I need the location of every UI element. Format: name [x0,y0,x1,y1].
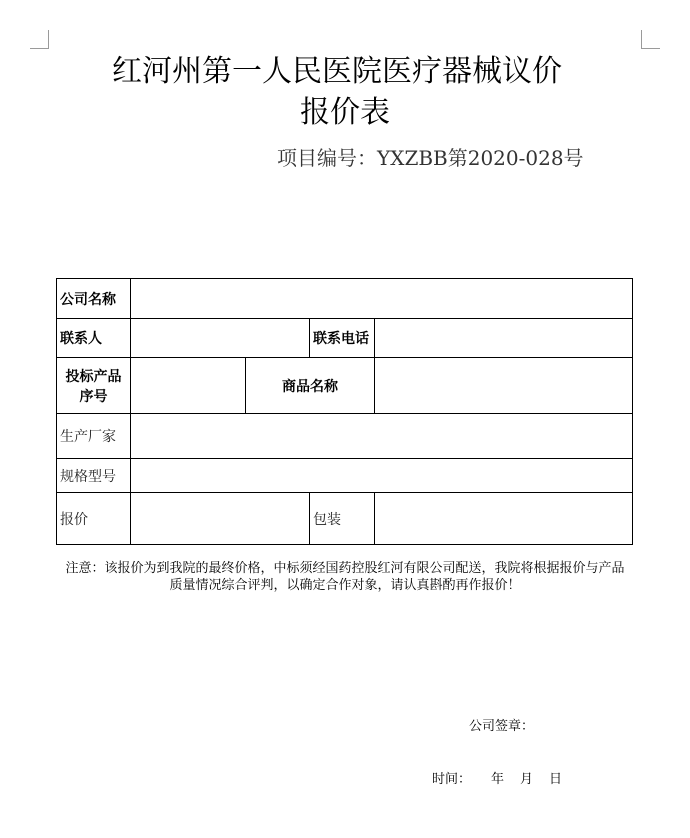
company-name-field[interactable] [131,279,633,319]
packaging-label: 包装 [310,493,375,545]
month-label: 月 [520,772,534,787]
product-name-field[interactable] [375,358,633,414]
bid-product-no-label [57,358,131,414]
bid-product-no-label-line2: 序号 [79,388,108,405]
spec-model-field[interactable] [131,459,633,493]
bid-product-no-label-line1: 投标产品 [65,368,122,385]
document-title-line2: 报价表 [300,95,390,130]
date-line [432,771,562,789]
table-row-contact [57,319,633,358]
page-corner-mark-top-right [641,30,660,49]
contact-field[interactable] [131,319,310,358]
project-number: 项目编号：YXZBB第2020-028号 [277,146,584,170]
phone-field[interactable] [375,319,633,358]
page-corner-mark-top-left [30,30,49,49]
packaging-field[interactable] [375,493,633,545]
company-seal-label: 公司签章： [469,719,535,734]
product-name-label: 商品名称 [246,358,375,414]
contact-label: 联系人 [57,319,131,358]
table-row-manufacturer [57,414,633,459]
notice-text: 注意：该报价为到我院的最终价格，中标须经国药控股红河有限公司配送，我院将根据报价与产品质量情况综合评判，以确定合作对象，请认真斟酌再作报价！ [65,561,625,593]
day-label: 日 [549,772,563,787]
year-label: 年 [491,772,505,787]
table-row-product [57,358,633,414]
document-title-line1: 红河州第一人民医院医疗器械议价 [112,54,562,89]
document-title [0,52,690,92]
time-label: 时间： [432,772,472,787]
table-row-spec [57,459,633,493]
manufacturer-label: 生产厂家 [57,414,131,459]
bid-product-no-field[interactable] [131,358,246,414]
manufacturer-field[interactable] [131,414,633,459]
price-label: 报价 [57,493,131,545]
spec-model-label: 规格型号 [57,459,131,493]
table-row-price [57,493,633,545]
company-name-label: 公司名称 [57,279,131,319]
price-field[interactable] [131,493,310,545]
quotation-form-table [56,278,633,545]
table-row-company [57,279,633,319]
phone-label: 联系电话 [310,319,375,358]
